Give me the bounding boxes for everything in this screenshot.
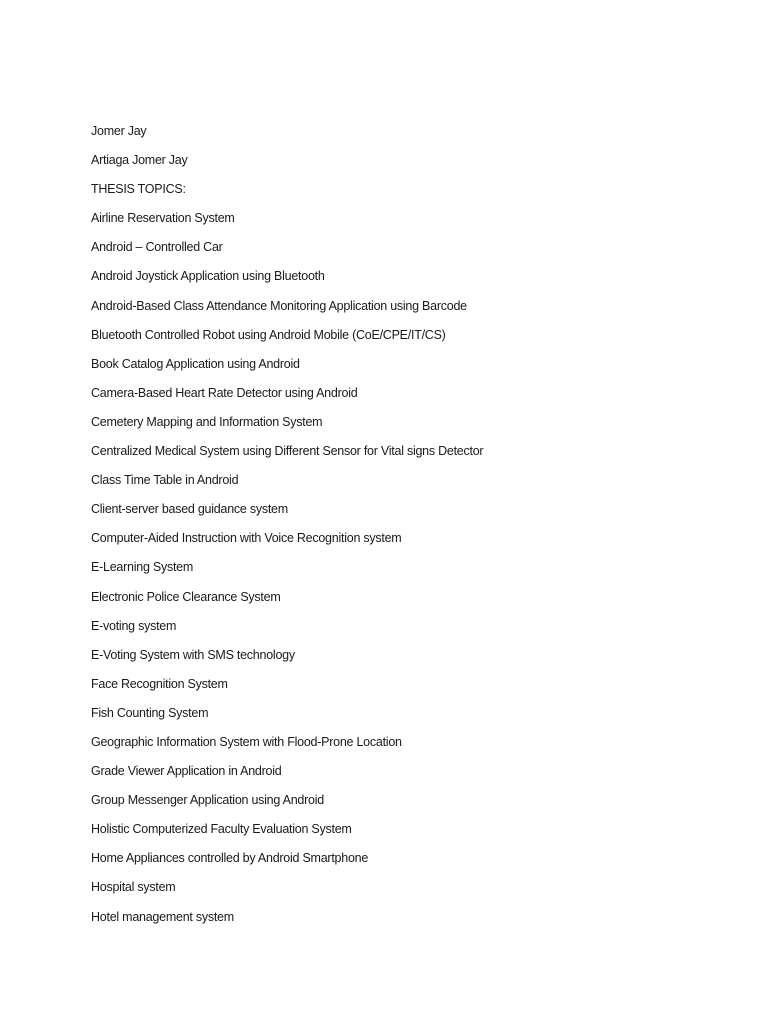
list-item: Class Time Table in Android [91,473,239,488]
list-item: Android – Controlled Car [91,240,223,255]
list-item: Camera-Based Heart Rate Detector using Android [91,385,358,400]
list-item: Face Recognition System [91,676,228,691]
author-name: Jomer Jay [91,124,147,138]
list-item: Hotel management system [91,909,234,924]
section-heading: THESIS TOPICS: [91,182,186,197]
list-item: Home Appliances controlled by Android Smartphone [91,851,369,866]
list-item: E-Learning System [91,560,194,575]
list-item: Book Catalog Application using Android [91,356,300,371]
list-item: Holistic Computerized Faculty Evaluation System [91,822,352,837]
list-item: Grade Viewer Application in Android [91,764,282,779]
list-item: Airline Reservation System [91,211,235,226]
author-full-name: Artiaga Jomer Jay [91,153,188,168]
list-item: Fish Counting System [91,705,209,720]
list-item: Group Messenger Application using Android [91,793,324,808]
list-item: Computer-Aided Instruction with Voice Recognition system [91,531,402,546]
list-item: Android Joystick Application using Bluetooth [91,269,325,284]
list-item: Android-Based Class Attendance Monitoring Application using Barcode [91,298,467,313]
list-item: Bluetooth Controlled Robot using Android Mobile (CoE/CPE/IT/CS) [91,327,446,342]
list-item: E-Voting System with SMS technology [91,647,295,662]
list-item: Geographic Information System with Flood-Prone Location [91,734,402,749]
list-item: E-voting system [91,618,177,633]
text-lines [91,122,483,937]
list-item: Electronic Police Clearance System [91,589,281,604]
list-item: Hospital system [91,880,176,895]
list-item: Client-server based guidance system [91,502,288,517]
list-item: Centralized Medical System using Different Sensor for Vital signs Detector [91,444,484,459]
list-item: Cemetery Mapping and Information System [91,414,323,429]
